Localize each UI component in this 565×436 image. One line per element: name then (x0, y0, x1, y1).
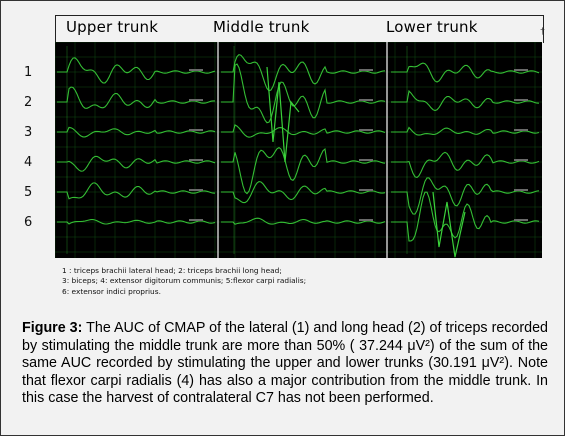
amplitude-marker (359, 129, 373, 131)
row-label-5: 5 (24, 185, 33, 200)
amplitude-marker (514, 129, 528, 131)
amplitude-marker (359, 69, 373, 71)
legend-line-1: 1 : triceps brachii lateral head; 2: triceps brachii long head; (62, 266, 282, 275)
caption-label: Figure 3: (22, 320, 83, 336)
amplitude-marker (514, 69, 528, 71)
legend-line-3: 6: extensor indici proprius. (62, 286, 161, 296)
amplitude-marker (189, 69, 203, 71)
emg-trace (391, 152, 539, 177)
emg-trace (391, 192, 539, 241)
panel-title-upper-trunk: Upper trunk (66, 18, 159, 36)
row-label-1: 1 (24, 65, 33, 80)
muscle-legend (62, 266, 306, 297)
emg-recording-image (55, 42, 542, 258)
emg-trace (57, 156, 215, 171)
legend-line-2: 3: biceps; 4: extensor digitorum communis; 5:flexor carpi radialis; (62, 276, 307, 286)
emg-trace (391, 128, 539, 136)
row-label-3: 3 (24, 125, 33, 140)
emg-trace (221, 64, 385, 123)
amplitude-marker (514, 99, 528, 101)
caption-text: The AUC of CMAP of the lateral (1) and long head (2) of triceps recorded by stimulating the middle trunk are more than 50% ( 37.244 μV²) of the sum of the same AUC recorded by stimulating the upper and lower trunks (30.191 μV²). Note that flexor carpi radialis (4) has also a major contribution from the middle trunk. In this case the harvest of contralateral C7 has not been performed. (22, 320, 548, 407)
amplitude-marker (189, 129, 203, 131)
emg-trace (221, 55, 385, 91)
row-label-6: 6 (24, 215, 33, 230)
panel-title-lower-trunk: Lower trunk (386, 18, 478, 36)
panel-title-middle-trunk: Middle trunk (213, 18, 310, 36)
amplitude-marker (189, 159, 203, 161)
header-tick-mark: † (540, 26, 546, 36)
amplitude-marker (514, 159, 528, 161)
amplitude-marker (189, 219, 203, 221)
amplitude-marker (189, 189, 203, 191)
amplitude-marker (359, 159, 373, 161)
amplitude-marker (359, 219, 373, 221)
emg-trace (221, 125, 385, 137)
amplitude-marker (514, 219, 528, 221)
amplitude-marker (514, 189, 528, 191)
emg-traces-svg (55, 42, 542, 258)
amplitude-marker (359, 189, 373, 191)
emg-trace (391, 63, 539, 82)
row-label-2: 2 (24, 95, 33, 110)
row-label-4: 4 (24, 155, 33, 170)
emg-trace (57, 87, 215, 108)
figure-caption (22, 320, 548, 408)
amplitude-marker (359, 99, 373, 101)
amplitude-marker (189, 99, 203, 101)
